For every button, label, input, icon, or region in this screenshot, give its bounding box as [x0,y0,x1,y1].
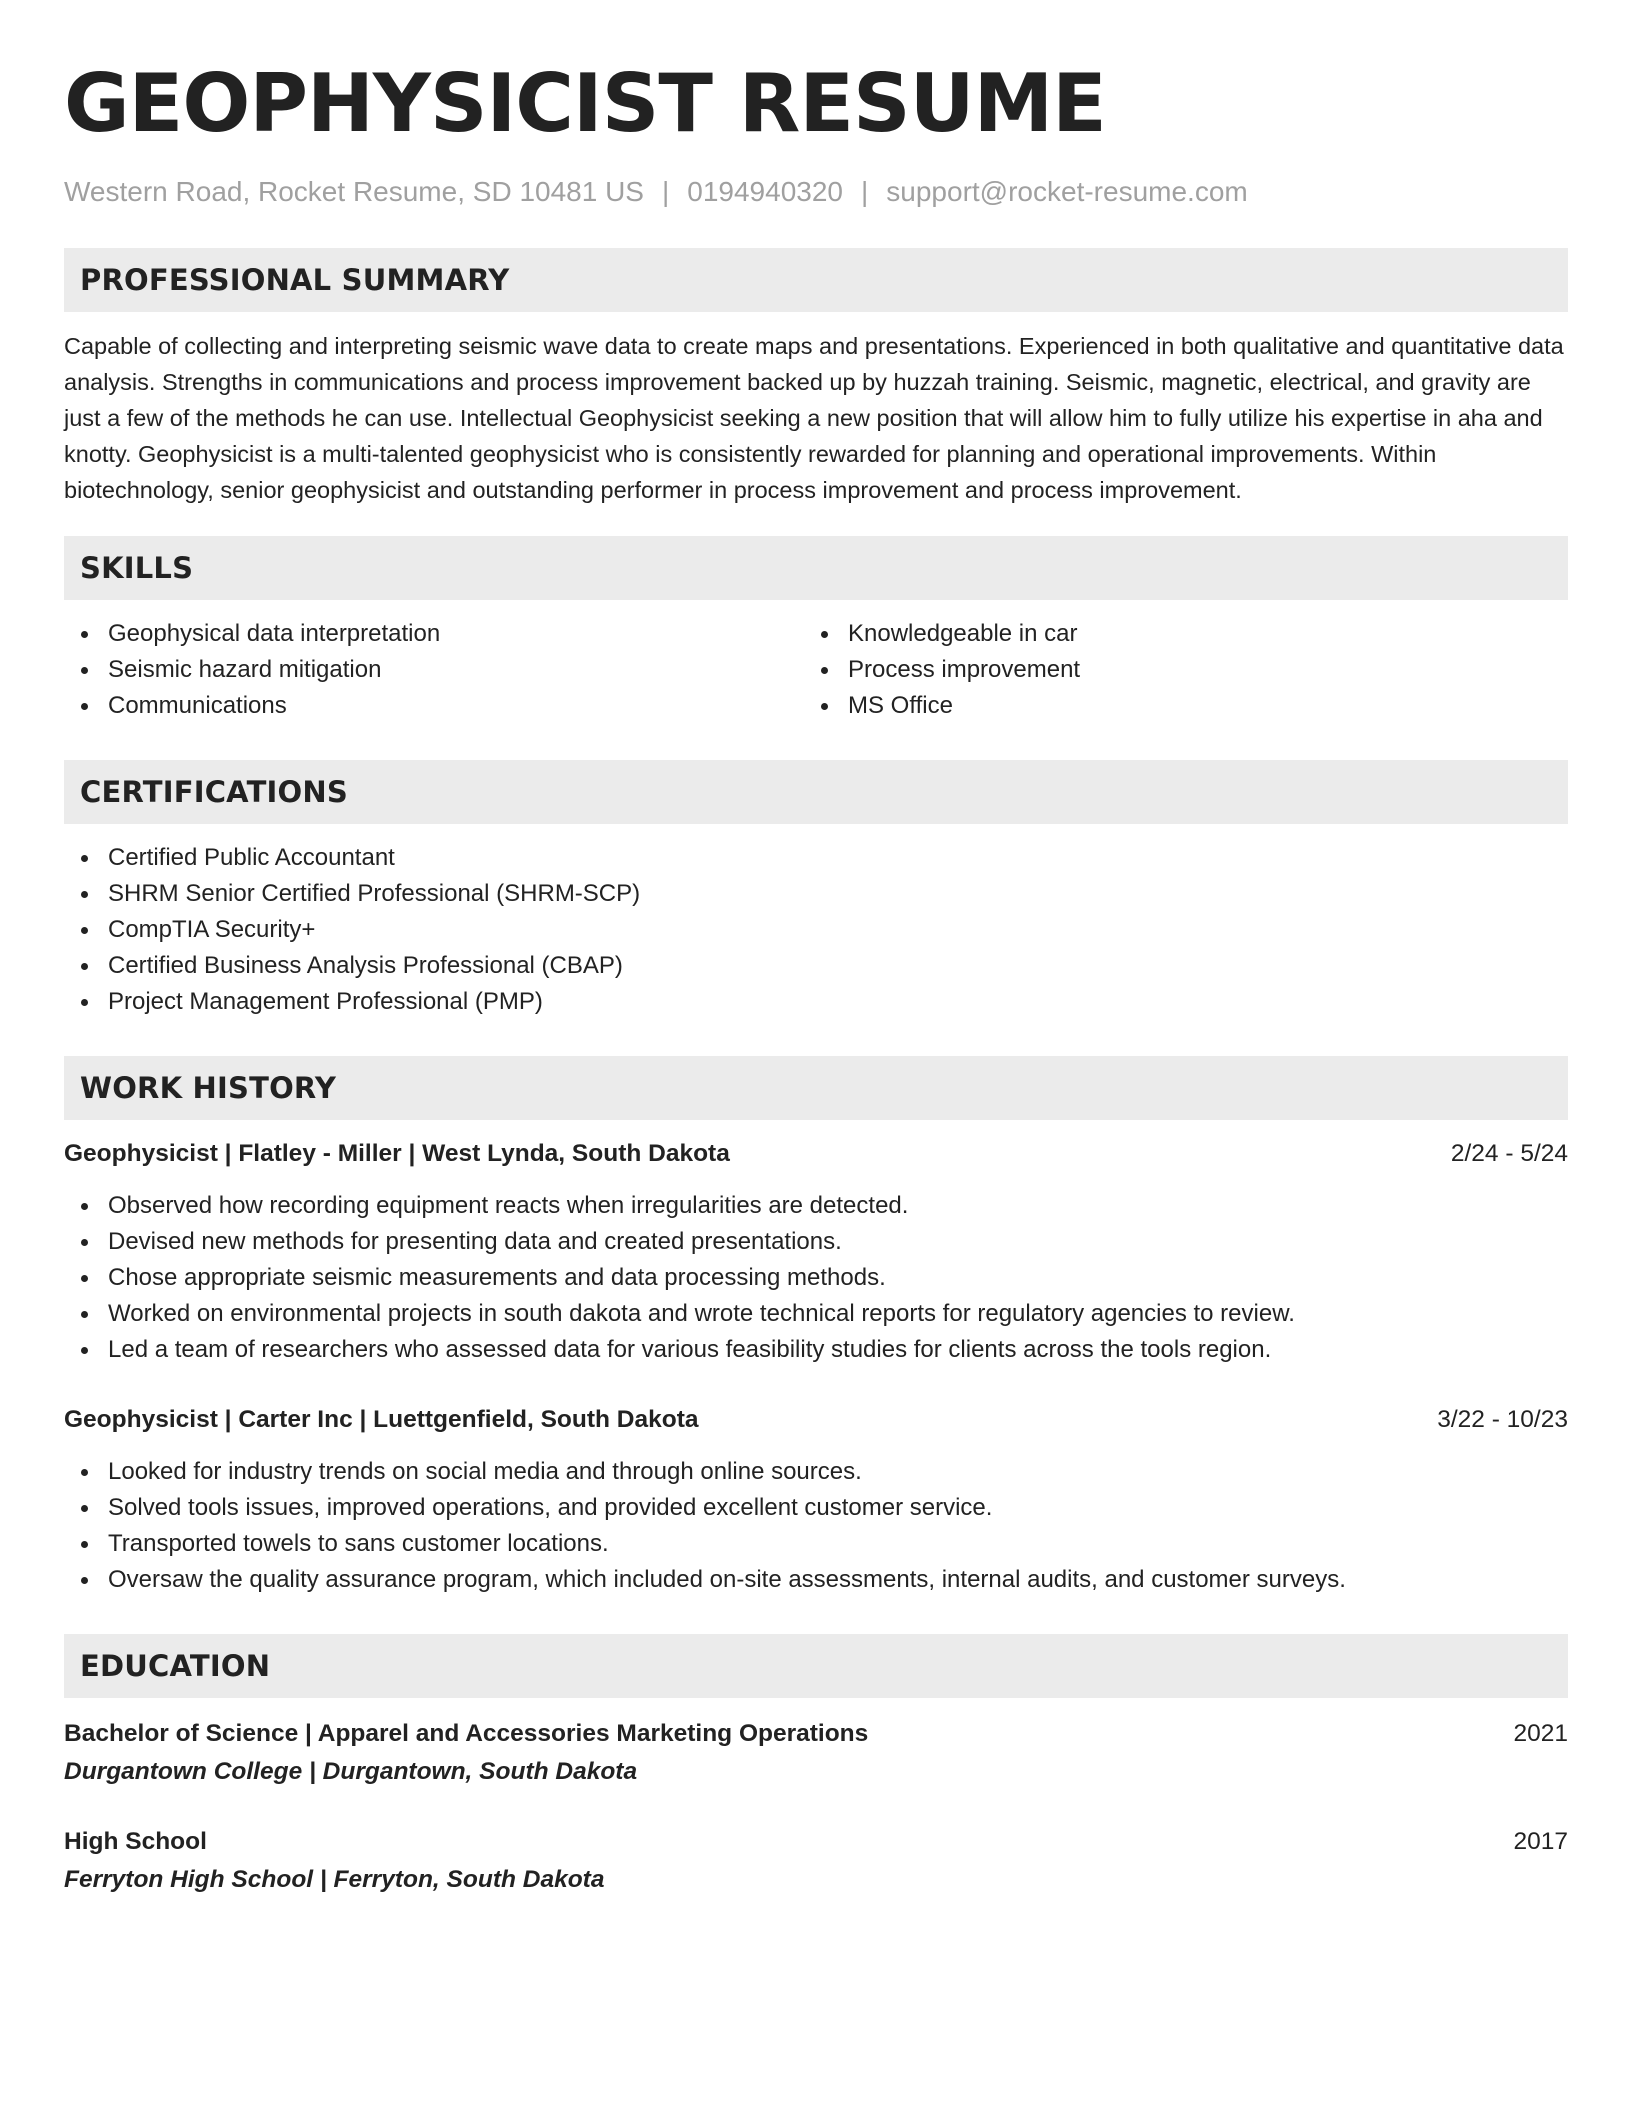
job-heading: Geophysicist | Flatley - Miller | West Lynda, South Dakota [64,1140,730,1167]
education-entry [64,1716,1568,1790]
certification-item: CompTIA Security+ [64,912,1568,948]
skills-list [64,616,1568,724]
certification-item: Certified Public Accountant [64,840,1568,876]
job-bullet: Looked for industry trends on social media and through online sources. [64,1454,1568,1490]
job-bullet: Led a team of researchers who assessed data for various feasibility studies for clients across the tools region. [64,1332,1568,1368]
job-header [64,1136,1568,1172]
skill-item: Knowledgeable in car [804,616,1544,652]
summary-text: Capable of collecting and interpreting seismic wave data to create maps and presentations. Experienced in both qualitative and quantitative data analysis. Strengths in communications and process improvement backed up by huzzah training. Seismic, magnetic, electrical, and gravity are just a few of the methods he can use. Intellectual Geophysicist seeking a new position that will allow him to fully utilize his expertise in aha and knotty. Geophysicist is a multi-talented geophysicist who is consistently rewarded for planning and operational improvements. Within biotechnology, senior geophysicist and outstanding performer in process improvement and process improvement. [64,333,1564,503]
education-year: 2017 [1513,1828,1568,1855]
job-dates: 3/22 - 10/23 [1437,1406,1568,1433]
skill-item: Communications [64,688,804,724]
job-entry [64,1402,1568,1598]
contact-separator: | [861,176,869,207]
education-header [64,1824,1568,1860]
education-header [64,1716,1568,1752]
education-degree: High School [64,1828,207,1855]
job-bullet: Observed how recording equipment reacts when irregularities are detected. [64,1188,1568,1224]
contact-address: Western Road, Rocket Resume, SD 10481 US [64,176,644,207]
education-degree: Bachelor of Science | Apparel and Accessories Marketing Operations [64,1720,869,1747]
job-bullets [64,1188,1568,1368]
contact-line [64,172,1568,212]
job-header [64,1402,1568,1438]
certifications-list [64,840,1568,1020]
skills-column-right [804,616,1544,724]
certification-item: Certified Business Analysis Professional (CBAP) [64,948,1568,984]
job-bullet: Solved tools issues, improved operations, and provided excellent customer service. [64,1490,1568,1526]
skill-item: Seismic hazard mitigation [64,652,804,688]
certification-item: SHRM Senior Certified Professional (SHRM-SCP) [64,876,1568,912]
job-bullets [64,1454,1568,1598]
certification-item: Project Management Professional (PMP) [64,984,1568,1020]
skill-item: Geophysical data interpretation [64,616,804,652]
job-bullet: Oversaw the quality assurance program, which included on-site assessments, internal audits, and customer surveys. [64,1562,1568,1598]
section-header-certifications: CERTIFICATIONS [64,760,1568,824]
job-bullet: Transported towels to sans customer locations. [64,1526,1568,1562]
contact-phone: 0194940320 [687,176,843,207]
contact-email[interactable]: support@rocket-resume.com [886,176,1248,207]
resume-title: GEOPHYSICIST RESUME [64,57,1106,150]
education-entry [64,1824,1568,1898]
section-header-summary: PROFESSIONAL SUMMARY [64,248,1568,312]
skill-item: Process improvement [804,652,1544,688]
contact-separator: | [661,176,670,207]
skill-item: MS Office [804,688,1544,724]
job-bullet: Worked on environmental projects in south dakota and wrote technical reports for regulatory agencies to review. [64,1296,1568,1332]
skills-column-left [64,616,804,724]
job-bullet: Chose appropriate seismic measurements and data processing methods. [64,1260,1568,1296]
job-entry [64,1136,1568,1368]
education-school: Ferryton High School | Ferryton, South Dakota [64,1866,605,1893]
education-year: 2021 [1513,1720,1568,1747]
section-header-skills: SKILLS [64,536,1568,600]
job-bullet: Devised new methods for presenting data and created presentations. [64,1224,1568,1260]
education-school: Durgantown College | Durgantown, South Dakota [64,1758,638,1785]
section-header-work-history: WORK HISTORY [64,1056,1568,1120]
section-header-education: EDUCATION [64,1634,1568,1698]
job-heading: Geophysicist | Carter Inc | Luettgenfield, South Dakota [64,1406,699,1433]
job-dates: 2/24 - 5/24 [1450,1140,1568,1167]
